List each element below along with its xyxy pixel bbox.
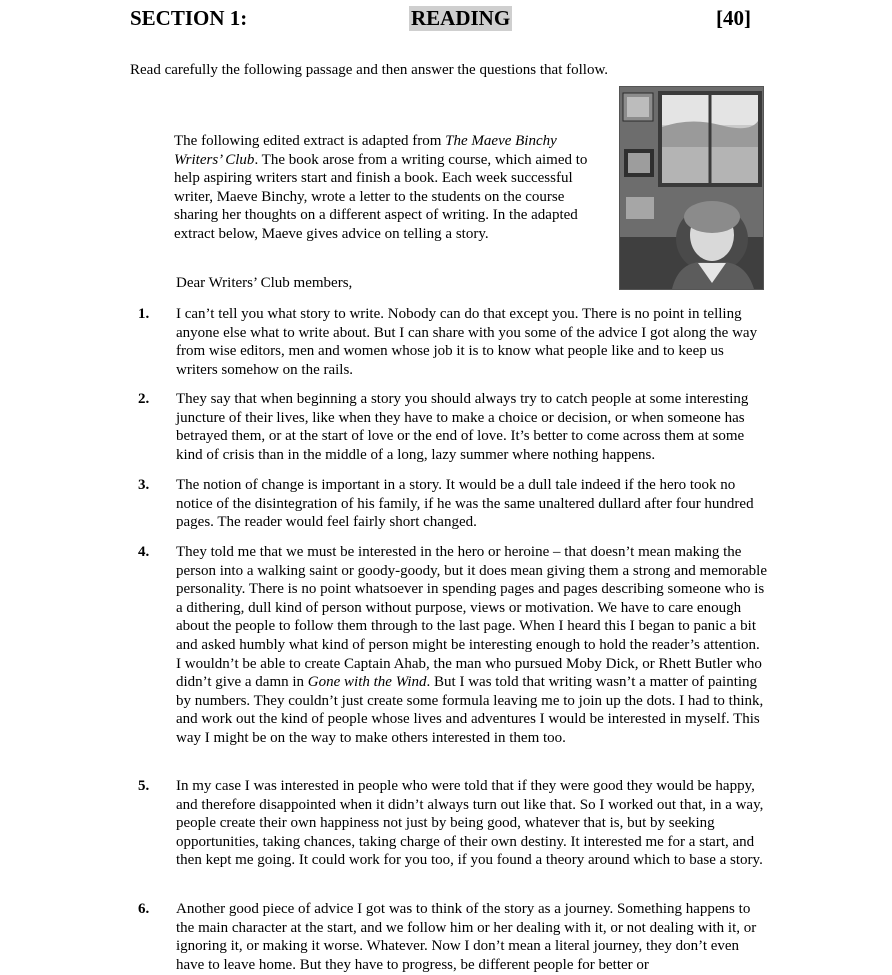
salutation: Dear Writers’ Club members, xyxy=(176,275,353,291)
paragraph-4-text-a: They told me that we must be interested in the hero or heroine – that doesn’t mean making the person into a walking saint or goody-goody, but it does mean giving them a strong and memorable personality. There is no point whatsoever in spending pages and pages describing someone who is a dithering, dull kind of person without purpose, views or motivation. We have to care enough about the people to follow them through to the last page. When I heard this I began to panic a bit and asked humbly what kind of person might be interesting enough to hold the reader’s attention. I wouldn’t be able to create Captain Ahab, the man who pursued Moby Dick, or Rhett Butler who didn’t give a damn in xyxy=(176,544,767,691)
paragraph-text xyxy=(176,543,768,748)
paragraph-text: Another good piece of advice I got was to think of the story as a journey. Something happens to the main character at the start, and we follow him or her dealing with it, or not dealing with it, or ignoring it, or making it worse. Whatever. Now I don’t mean a literal journey, they don’t even have to leave home. But they have to progress, be different people for better or xyxy=(176,901,757,973)
instruction-text: Read carefully the following passage and then answer the questions that follow. xyxy=(130,62,609,78)
paragraph-number: 4. xyxy=(138,544,150,560)
paragraph-text: The notion of change is important in a story. It would be a dull tale indeed if the hero took no notice of the disintegration of his family, if he was the same unaltered dullard after four hundred pages. The reader would feel fairly short changed. xyxy=(176,477,754,531)
author-photo xyxy=(619,86,764,290)
intro-part2: . The book arose from a writing course, which aimed to help aspiring writers start and finish a book. Each week successful writer, Maeve Binchy, wrote a letter to the students on the course sharing her thoughts on a different aspect of writing. In the adapted extract below, Maeve gives advice on telling a story. xyxy=(174,151,588,242)
author-photo-image xyxy=(620,87,763,289)
paragraph-4-text-b: . But I was told that writing wasn’t a matter of painting by numbers. They couldn’t just create some formula leaving me to join up the dots. I had to think, and work out the kind of people whose lives and adventures I would be interested in myself. This way I might be on the way to make others interested in them too. xyxy=(176,674,764,746)
intro-part1: The following edited extract is adapted from xyxy=(174,133,446,149)
section-label: SECTION 1: xyxy=(130,6,248,30)
paragraph-4-italic: Gone with the Wind xyxy=(307,674,427,691)
paragraph-text: In my case I was interested in people who were told that if they were good they would be happy, and therefore disappointed when it didn’t always turn out like that. So I worked out that, in a way, people create their own happiness not just by being good, whatever that is, but by seeking opportunities, taking chances, taking charge of their own destiny. It interested me for a start, and then kept me going. It could work for you too, if you found a theory around which to base a story. xyxy=(176,778,764,869)
book-title: The Maeve Binchy Writers’ Club xyxy=(174,133,557,168)
section-marks: [40] xyxy=(716,6,751,30)
paragraph-number: 5. xyxy=(138,778,150,794)
paragraph-text: They say that when beginning a story you should always try to catch people at some interesting juncture of their lives, like when they have to make a choice or decision, or when someone has betrayed them, or at the start of love or the end of love. It’s better to come across them at some kind of crisis than in the middle of a long, lazy summer where nothing happens. xyxy=(176,391,749,463)
section-header xyxy=(0,6,892,34)
section-title: READING xyxy=(411,6,511,30)
intro-paragraph xyxy=(174,132,594,243)
paragraph-number: 1. xyxy=(138,306,150,322)
paragraph-text: I can’t tell you what story to write. Nobody can do that except you. There is no point in telling anyone else what to write about. But I can share with you some of the advice I got along the way from wise editors, men and women whose job it is to know what people like and to keep us writers somehow on the rails. xyxy=(176,306,758,378)
paragraph-number: 2. xyxy=(138,391,150,407)
paragraph-number: 6. xyxy=(138,901,150,917)
paragraph-number: 3. xyxy=(138,477,150,493)
